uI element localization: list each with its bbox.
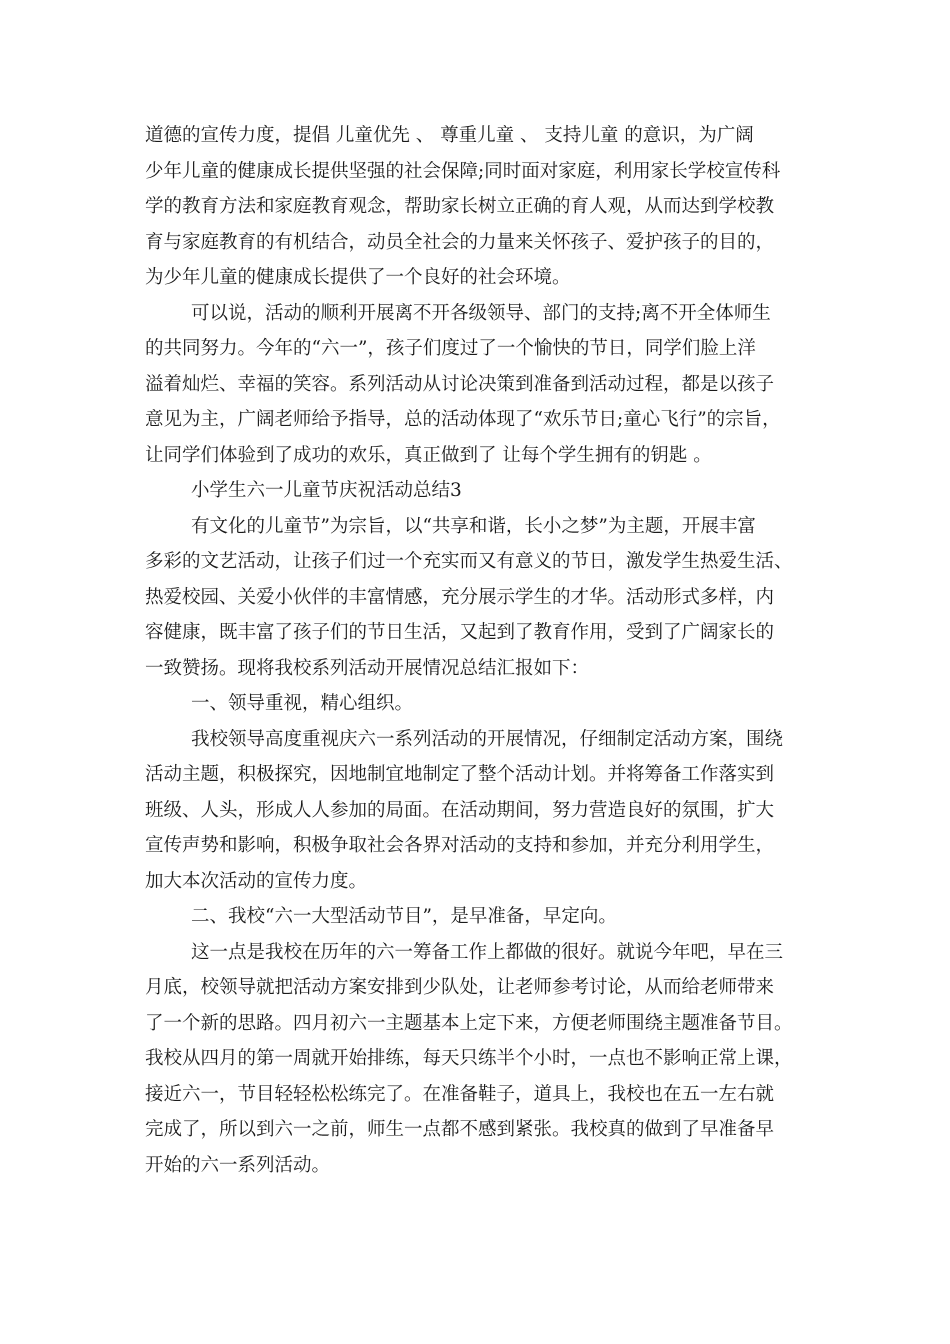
text-line: 班级、人头，形成人人参加的局面。在活动期间，努力营造良好的氛围，扩大 xyxy=(145,799,775,821)
text-line: 有文化的儿童节”为宗旨，以“共享和谐，长小之梦”为主题，开展丰富 xyxy=(191,515,756,537)
text-line: 热爱校园、关爱小伙伴的丰富情感，充分展示学生的才华。活动形式多样，内 xyxy=(145,586,775,608)
text-line: 为少年儿童的健康成长提供了一个良好的社会环境。 xyxy=(145,267,571,288)
text-line: 一、领导重视，精心组织。 xyxy=(191,693,414,714)
text-line: 加大本次活动的宣传力度。 xyxy=(145,870,368,892)
text-line: 了一个新的思路。四月初六一主题基本上定下来，方便老师围绕主题准备节目。 xyxy=(145,1012,793,1034)
text-line: 意见为主，广阔老师给予指导，总的活动体现了“欢乐节日;童心飞行”的宗旨， xyxy=(145,409,781,430)
text-line: 二、我校“六一大型活动节目”，是早准备，早定向。 xyxy=(191,906,617,927)
text-line: 让同学们体验到了成功的欢乐，真正做到了 让每个学生拥有的钥匙 。 xyxy=(145,444,712,466)
text-line: 这一点是我校在历年的六一筹备工作上都做的很好。就说今年吧，早在三 xyxy=(191,941,784,963)
text-line: 开始的六一系列活动。 xyxy=(145,1154,331,1176)
text-line: 完成了，所以到六一之前，师生一点都不感到紧张。我校真的做到了早准备早 xyxy=(145,1119,775,1140)
text-line: 道德的宣传力度，提倡 儿童优先 、 尊重儿童 、 支持儿童 的意识，为广阔 xyxy=(145,125,754,146)
text-line: 溢着灿烂、幸福的笑容。系列活动从讨论决策到准备到活动过程，都是以孩子 xyxy=(145,373,775,395)
text-line: 月底，校领导就把活动方案安排到少队处，让老师参考讨论，从而给老师带来 xyxy=(145,977,775,998)
text-line: 我校领导高度重视庆六一系列活动的开展情况，仔细制定活动方案，围绕 xyxy=(191,728,784,750)
text-line: 学的教育方法和家庭教育观念，帮助家长树立正确的育人观，从而达到学校教 xyxy=(145,196,775,217)
text-line: 多彩的文艺活动，让孩子们过一个充实而又有意义的节日，激发学生热爱生活、 xyxy=(145,551,793,572)
text-line: 容健康，既丰富了孩子们的节日生活，又起到了教育作用，受到了广阔家长的 xyxy=(145,622,775,643)
text-line: 小学生六一儿童节庆祝活动总结3 xyxy=(191,480,462,501)
text-line: 可以说，活动的顺利开展离不开各级领导、部门的支持;离不开全体师生 xyxy=(191,302,771,324)
text-line: 宣传声势和影响，积极争取社会各界对活动的支持和参加，并充分利用学生， xyxy=(145,835,775,856)
text-line: 一致赞扬。现将我校系列活动开展情况总结汇报如下： xyxy=(145,657,590,679)
text-line: 接近六一，节目轻轻松松练完了。在准备鞋子，道具上，我校也在五一左右就 xyxy=(145,1083,775,1105)
document-body xyxy=(145,118,817,1183)
text-line: 育与家庭教育的有机结合，动员全社会的力量来关怀孩子、爱护孩子的目的， xyxy=(145,231,775,253)
text-line: 活动主题，积极探究，因地制宜地制定了整个活动计划。并将筹备工作落实到 xyxy=(145,764,775,785)
text-line: 我校从四月的第一周就开始排练，每天只练半个小时，一点也不影响正常上课， xyxy=(145,1048,793,1069)
text-line: 少年儿童的健康成长提供坚强的社会保障;同时面对家庭，利用家长学校宣传科 xyxy=(145,160,781,182)
text-line: 的共同努力。今年的“六一”，孩子们度过了一个愉快的节日，同学们脸上洋 xyxy=(145,338,756,359)
